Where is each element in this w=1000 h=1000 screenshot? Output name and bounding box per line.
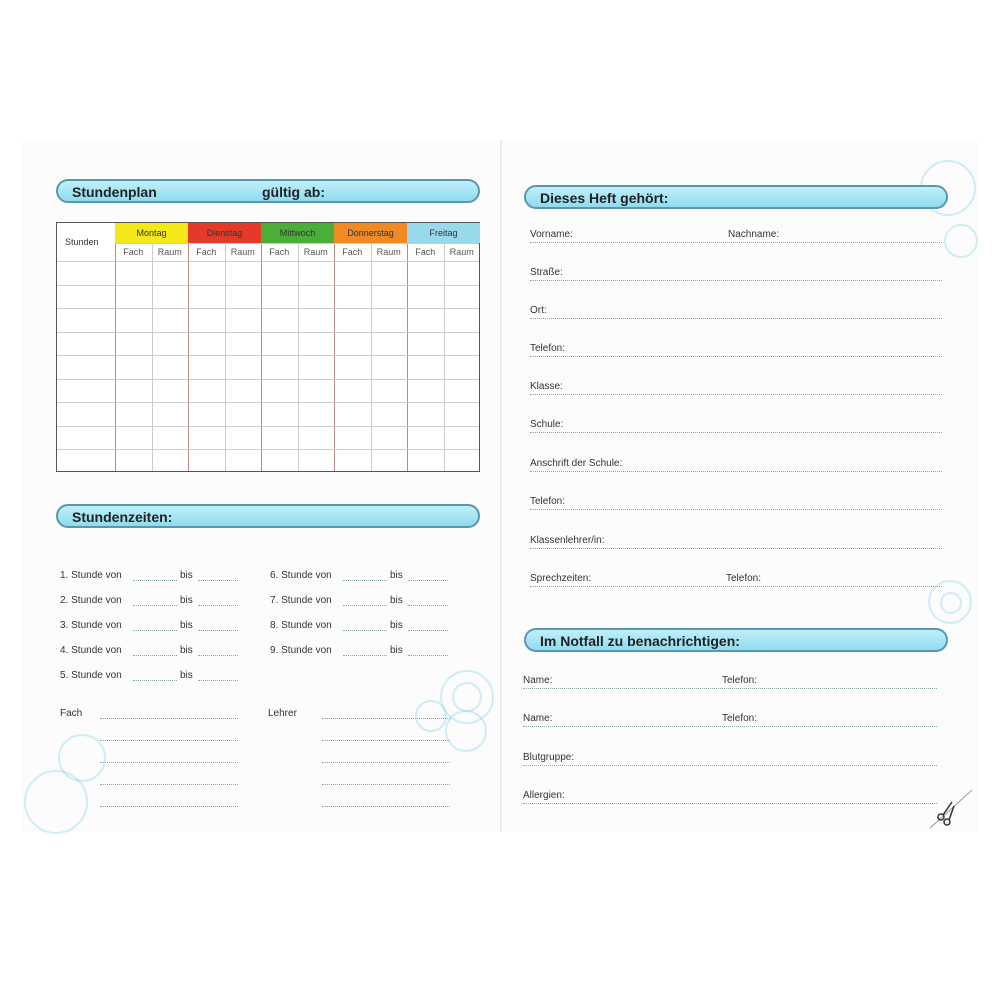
times-banner xyxy=(56,504,480,528)
timetable-grid xyxy=(56,222,480,472)
day-header-3: Donnerstag xyxy=(334,223,407,243)
raum-subheader: Raum xyxy=(303,247,328,257)
allergien-line[interactable] xyxy=(523,803,937,804)
bis-label: bis xyxy=(390,595,403,606)
lehrer-line[interactable] xyxy=(322,806,450,807)
timetable-row[interactable] xyxy=(57,332,479,333)
swirl-decoration xyxy=(58,734,106,782)
von-line[interactable] xyxy=(343,655,387,656)
fach-raum-separator xyxy=(152,243,153,471)
bis-label: bis xyxy=(180,670,193,681)
fach-line[interactable] xyxy=(100,806,238,807)
von-line[interactable] xyxy=(133,580,177,581)
klassenlehrer-line[interactable] xyxy=(530,548,942,549)
klasse-line[interactable] xyxy=(530,394,942,395)
owner-title: Dieses Heft gehört: xyxy=(540,190,669,206)
bis-label: bis xyxy=(180,645,193,656)
notfall-name-label-2: Name: xyxy=(523,713,553,724)
von-line[interactable] xyxy=(343,580,387,581)
swirl-decoration xyxy=(452,682,482,712)
fach-line[interactable] xyxy=(100,718,238,719)
emergency-banner xyxy=(524,628,948,652)
bis-line[interactable] xyxy=(198,580,238,581)
von-line[interactable] xyxy=(133,655,177,656)
bis-line[interactable] xyxy=(198,680,238,681)
telefon-line[interactable] xyxy=(530,356,942,357)
fach-raum-separator xyxy=(371,243,372,471)
bis-line[interactable] xyxy=(198,605,238,606)
allergien-label: Allergien: xyxy=(523,790,565,801)
strasse-label: Straße: xyxy=(530,267,563,278)
notfall-telefon-label-2: Telefon: xyxy=(722,713,758,724)
timetable-row[interactable] xyxy=(57,285,479,286)
stunde-von-label: 5. Stunde von xyxy=(60,670,122,681)
bis-label: bis xyxy=(180,595,193,606)
lehrer-line[interactable] xyxy=(322,762,450,763)
emergency-title: Im Notfall zu benachrichtigen: xyxy=(540,633,740,649)
timetable-row[interactable] xyxy=(57,355,479,356)
bis-line[interactable] xyxy=(408,630,448,631)
swirl-decoration xyxy=(445,710,487,752)
fach-line[interactable] xyxy=(100,762,238,763)
timetable-title: Stundenplan xyxy=(72,184,157,200)
stunden-header: Stunden xyxy=(65,237,99,247)
timetable-row[interactable] xyxy=(57,308,479,309)
stunde-von-label: 4. Stunde von xyxy=(60,645,122,656)
vorname-line[interactable] xyxy=(530,242,942,243)
von-line[interactable] xyxy=(133,630,177,631)
bis-line[interactable] xyxy=(198,655,238,656)
owner-banner xyxy=(524,185,948,209)
notfall-name-label-1: Name: xyxy=(523,675,553,686)
sprechzeiten-line[interactable] xyxy=(530,586,942,587)
schule-label: Schule: xyxy=(530,419,564,430)
times-title: Stundenzeiten: xyxy=(72,509,173,525)
raum-subheader: Raum xyxy=(157,247,182,257)
fach-subheader: Fach xyxy=(342,247,363,257)
raum-subheader: Raum xyxy=(230,247,255,257)
von-line[interactable] xyxy=(343,630,387,631)
fach-subheader: Fach xyxy=(196,247,217,257)
timetable-row[interactable] xyxy=(57,402,479,403)
timetable-row[interactable] xyxy=(57,426,479,427)
fach-line[interactable] xyxy=(100,784,238,785)
telefon-label: Telefon: xyxy=(530,343,566,354)
fach-subheader: Fach xyxy=(269,247,290,257)
fach-label: Fach xyxy=(60,708,83,719)
lehrer-line[interactable] xyxy=(322,740,450,741)
swirl-decoration xyxy=(940,592,962,614)
anschrift-label: Anschrift der Schule: xyxy=(530,458,623,469)
timetable-row[interactable] xyxy=(57,379,479,380)
timetable-banner xyxy=(56,179,480,203)
anschrift-line[interactable] xyxy=(530,471,942,472)
fach-subheader: Fach xyxy=(415,247,436,257)
stunde-von-label: 7. Stunde von xyxy=(270,595,332,606)
notfall-telefon-label-1: Telefon: xyxy=(722,675,758,686)
fach-raum-separator xyxy=(225,243,226,471)
von-line[interactable] xyxy=(133,680,177,681)
lehrer-line[interactable] xyxy=(322,718,450,719)
schul-telefon-line[interactable] xyxy=(530,509,942,510)
fach-line[interactable] xyxy=(100,740,238,741)
timetable-valid-from: gültig ab: xyxy=(262,184,325,200)
ort-label: Ort: xyxy=(530,305,547,316)
bis-line[interactable] xyxy=(408,655,448,656)
raum-subheader: Raum xyxy=(376,247,401,257)
header-line xyxy=(115,243,479,244)
bis-label: bis xyxy=(180,570,193,581)
bis-label: bis xyxy=(180,620,193,631)
notfall-line-1[interactable] xyxy=(523,688,937,689)
stunde-von-label: 9. Stunde von xyxy=(270,645,332,656)
bis-line[interactable] xyxy=(408,605,448,606)
fach-raum-separator xyxy=(298,243,299,471)
klasse-label: Klasse: xyxy=(530,381,563,392)
raum-subheader: Raum xyxy=(449,247,474,257)
day-header-1: Dienstag xyxy=(188,223,261,243)
day-header-2: Mittwoch xyxy=(261,223,334,243)
page-gutter xyxy=(500,140,502,832)
von-line[interactable] xyxy=(133,605,177,606)
timetable-row[interactable] xyxy=(57,261,479,262)
bis-label: bis xyxy=(390,645,403,656)
timetable-row[interactable] xyxy=(57,449,479,450)
scissors-icon xyxy=(928,788,974,830)
lehrer-label: Lehrer xyxy=(268,708,297,719)
stunde-von-label: 3. Stunde von xyxy=(60,620,122,631)
stunde-von-label: 6. Stunde von xyxy=(270,570,332,581)
bis-label: bis xyxy=(390,570,403,581)
nachname-label: Nachname: xyxy=(728,229,780,240)
sprechzeiten-label: Sprechzeiten: xyxy=(530,573,592,584)
right-page xyxy=(502,140,978,832)
vorname-label: Vorname: xyxy=(530,229,573,240)
day-header-4: Freitag xyxy=(407,223,480,243)
stunde-von-label: 2. Stunde von xyxy=(60,595,122,606)
von-line[interactable] xyxy=(343,605,387,606)
day-header-0: Montag xyxy=(115,223,188,243)
bis-line[interactable] xyxy=(198,630,238,631)
klassenlehrer-label: Klassenlehrer/in: xyxy=(530,535,605,546)
lehrer-line[interactable] xyxy=(322,784,450,785)
swirl-decoration xyxy=(415,700,447,732)
schul-telefon-label: Telefon: xyxy=(530,496,566,507)
blutgruppe-label: Blutgruppe: xyxy=(523,752,575,763)
blutgruppe-line[interactable] xyxy=(523,765,937,766)
ort-line[interactable] xyxy=(530,318,942,319)
sprech-telefon-label: Telefon: xyxy=(726,573,762,584)
swirl-decoration xyxy=(944,224,978,258)
schule-line[interactable] xyxy=(530,432,942,433)
stunde-von-label: 8. Stunde von xyxy=(270,620,332,631)
notfall-line-2[interactable] xyxy=(523,726,937,727)
bis-label: bis xyxy=(390,620,403,631)
stunde-von-label: 1. Stunde von xyxy=(60,570,122,581)
strasse-line[interactable] xyxy=(530,280,942,281)
fach-subheader: Fach xyxy=(123,247,144,257)
fach-raum-separator xyxy=(444,243,445,471)
bis-line[interactable] xyxy=(408,580,448,581)
